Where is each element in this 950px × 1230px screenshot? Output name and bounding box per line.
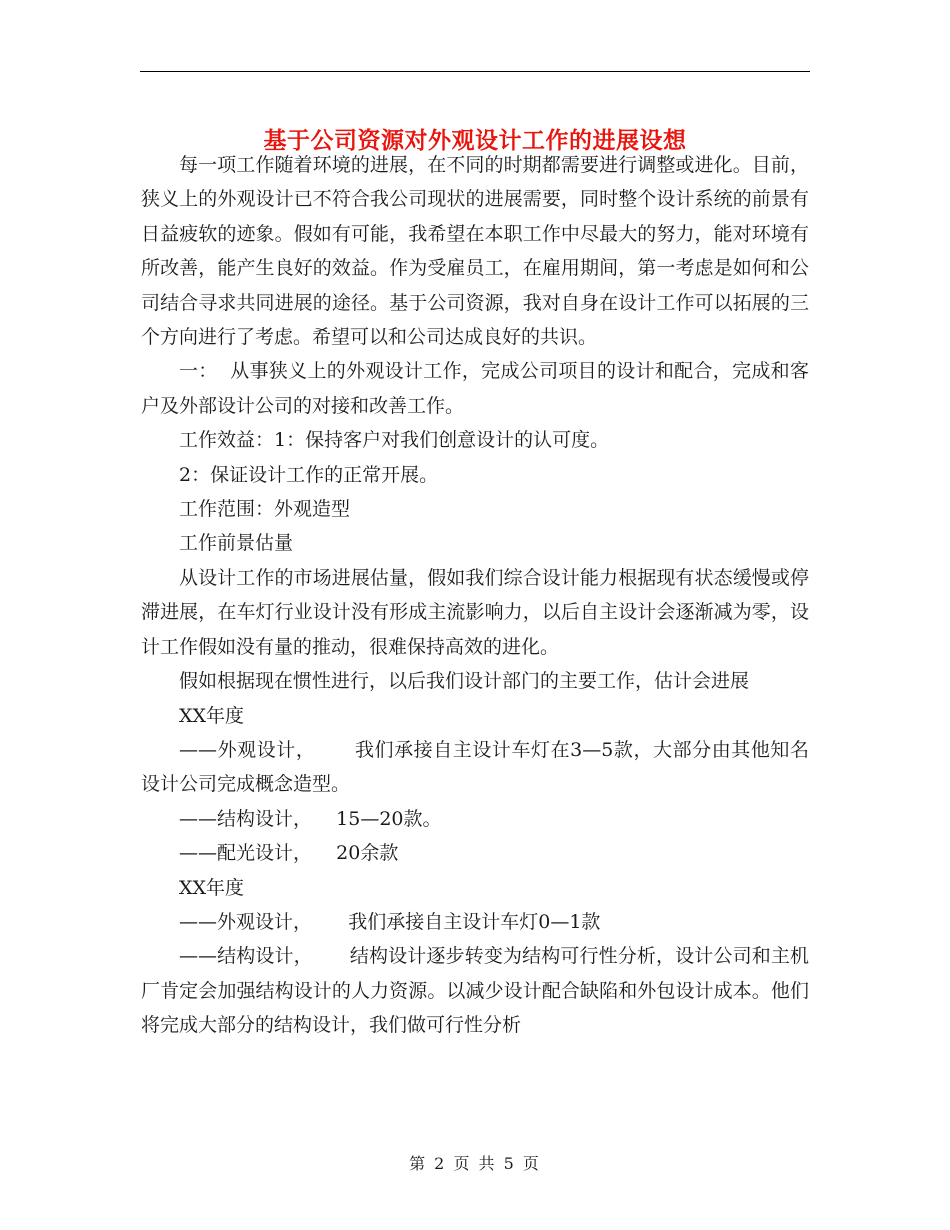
paragraph-year-one: XX年度 xyxy=(179,704,245,727)
paragraph-intro: 每一项工作随着环境的进展，在不同的时期都需要进行调整或进化。目前，狭义上的外观设计已不符合我公司现状的进展需要，同时整个设计系统的前景有日益疲软的迹象。假如有可能，我希望在本职工作中尽最大的努力，能对环境有所改善，能产生良好的效益。作为受雇员工，在雇用期间，第一考虑是如何和公司结合寻求共同进展的途径。基于公司资源，我对自身在设计工作可以拓展的三个方向进行了考虑。希望可以和公司达成良好的共识。 xyxy=(141,154,809,349)
document-title: 基于公司资源对外观设计工作的进展设想 xyxy=(263,127,687,155)
paragraph-year-two: XX年度 xyxy=(179,876,245,899)
paragraph-work-benefit: 工作效益：1：保持客户对我们创意设计的认可度。 xyxy=(179,429,610,452)
paragraph-outlook-heading: 工作前景估量 xyxy=(179,532,294,555)
paragraph-year-one-lighting: ——配光设计， 20余款 xyxy=(179,842,399,865)
paragraph-inertia: 假如根据现在惯性进行，以后我们设计部门的主要工作，估计会进展 xyxy=(179,670,750,693)
paragraph-work-scope: 工作范围：外观造型 xyxy=(179,498,351,521)
header-rule xyxy=(140,71,810,72)
paragraph-year-two-appearance: ——外观设计， 我们承接自主设计车灯0—1款 xyxy=(179,910,601,933)
page-number: 第 2 页 共 5 页 xyxy=(409,1154,541,1173)
paragraph-market-outlook: 从设计工作的市场进展估量，假如我们综合设计能力根据现有状态缓慢或停滞进展，在车灯行业设计没有形成主流影响力，以后自主设计会逐渐减为零，设计工作假如没有量的推动，很难保持高效的进化。 xyxy=(141,566,809,658)
paragraph-direction-one: 一： 从事狭义上的外观设计工作，完成公司项目的设计和配合，完成和客户及外部设计公司的对接和改善工作。 xyxy=(141,360,809,417)
paragraph-year-two-structure: ——结构设计， 结构设计逐步转变为结构可行性分析，设计公司和主机厂肯定会加强结构设计的人力资源。以减少设计配合缺陷和外包设计成本。他们将完成大部分的结构设计，我们做可行性分析 xyxy=(141,945,809,1037)
document-body xyxy=(141,148,809,1043)
paragraph-year-one-appearance: ——外观设计， 我们承接自主设计车灯在3—5款，大部分由其他知名设计公司完成概念造型。 xyxy=(141,738,809,796)
paragraph-year-one-structure: ——结构设计， 15—20款。 xyxy=(179,807,442,830)
paragraph-benefit-two: 2：保证设计工作的正常开展。 xyxy=(179,463,439,486)
